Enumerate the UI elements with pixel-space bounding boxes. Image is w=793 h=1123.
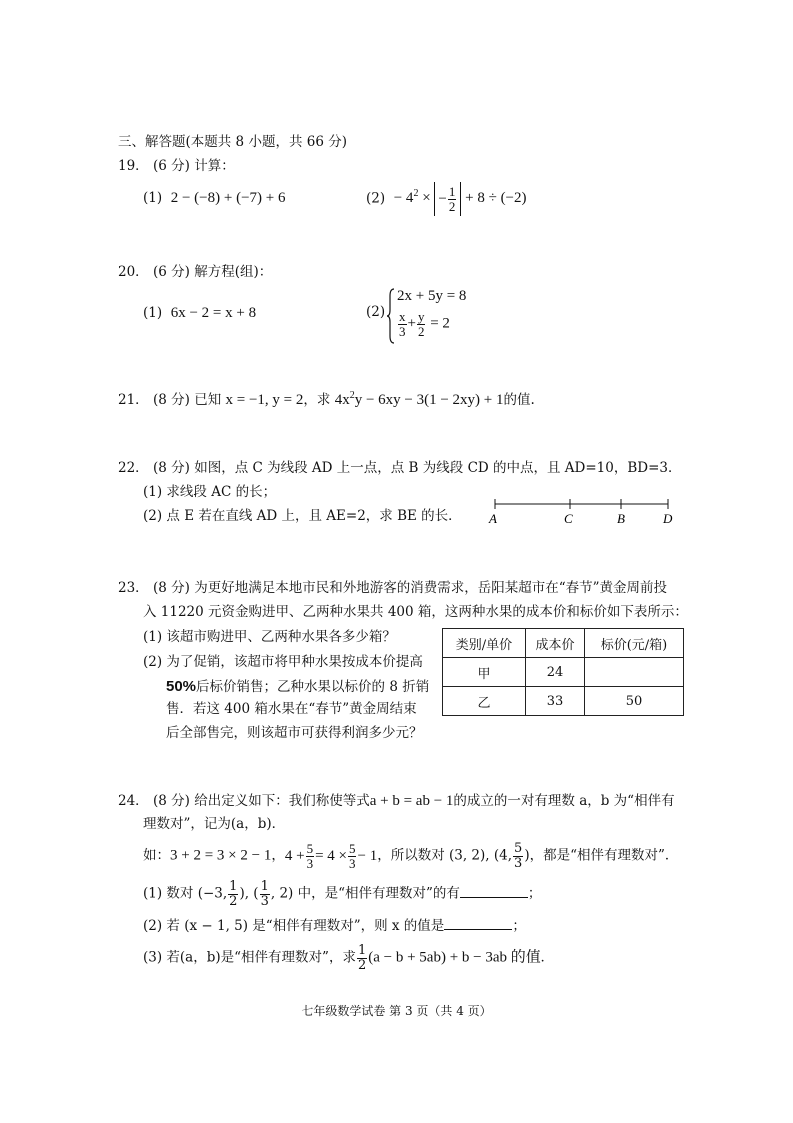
question-text: 后标价销售；乙种水果以标价的 8 折销 <box>196 679 430 695</box>
denominator: 3 <box>514 855 523 871</box>
question-text: , 2) 中，是“相伴有理数对”的有 <box>270 885 460 902</box>
answer-blank[interactable] <box>444 917 512 930</box>
numerator: x <box>399 309 406 324</box>
numerator: 1 <box>357 943 367 958</box>
question-number: 22． <box>118 460 149 476</box>
denominator: 2 <box>417 323 425 339</box>
math-expression <box>335 392 504 408</box>
question-number: 23． <box>118 580 149 596</box>
fraction <box>228 880 238 908</box>
absolute-value <box>434 182 461 216</box>
question-score: (8 分) <box>152 460 190 476</box>
question-text: 如： <box>143 847 170 864</box>
q22-part1: (1) 求线段 AC 的长； <box>143 484 277 500</box>
fraction <box>513 842 523 870</box>
operator: × <box>418 190 435 207</box>
table-row <box>443 658 684 687</box>
point-label-b: B <box>617 511 625 526</box>
question-24-line2: 理数对”，记为(a，b)． <box>143 816 286 832</box>
answer-blank[interactable] <box>460 885 528 898</box>
table-cell: 24 <box>526 658 585 687</box>
denominator: 3 <box>399 323 406 339</box>
question-19-header <box>118 159 235 175</box>
point-label-d: D <box>663 511 673 526</box>
question-text: ), ( <box>239 885 259 902</box>
question-text: 的成立的一对有理数 a，b 为“相伴有 <box>453 793 675 809</box>
question-24-line1 <box>118 793 675 810</box>
question-number: 19． <box>118 158 149 174</box>
question-score: (6 分) <box>152 264 190 280</box>
math-expression <box>393 184 527 215</box>
q20-part2-label: (2) <box>366 304 386 320</box>
math-expression: 3 + 2 = 3 × 2 − 1 <box>170 847 272 864</box>
numerator: y <box>417 309 425 324</box>
q22-part2: (2) 点 E 若在直线 AD 上，且 AE=2，求 BE 的长． <box>143 508 462 524</box>
numerator: 1 <box>448 184 456 200</box>
fraction <box>260 880 270 908</box>
question-text: (2) 若 (x − 1, 5) 是“相伴有理数对”，则 x 的值是 <box>143 918 445 934</box>
question-score: (8 分) <box>152 793 190 809</box>
condition: x = −1, y = 2 <box>225 392 304 408</box>
question-text: 给出定义如下：我们称使等式 <box>194 793 370 809</box>
question-text: ，所以数对 (3, 2), (4, <box>377 847 513 864</box>
percentage: 50% <box>166 678 197 695</box>
q24-example: 如：3 + 2 = 3 × 2 − 1，4 + $\frac{5}{3}$ = 4 × $\frac{5}{3}$ − 1，所以数对 (3, 2), (4, $\frac{5}{3}$ )，都是“相伴有理数对”． <box>143 841 679 871</box>
line-segment-diagram <box>485 493 685 529</box>
table-cell: 33 <box>526 687 585 716</box>
q19-part1 <box>143 190 286 207</box>
sign: − <box>438 191 447 207</box>
numerator: 1 <box>229 879 238 894</box>
question-score: (6 分) <box>152 158 190 174</box>
math-expression <box>284 841 378 871</box>
question-text: ； <box>527 885 542 902</box>
question-21 <box>118 390 535 409</box>
part-label: (1) <box>143 190 163 206</box>
question-23-line1 <box>118 581 667 597</box>
denominator: 2 <box>357 957 367 973</box>
fraction <box>448 185 457 213</box>
question-number: 21． <box>118 392 149 408</box>
table-cell <box>585 658 684 687</box>
table-cell: 甲 <box>443 658 526 687</box>
question-22-header <box>118 461 682 477</box>
numerator: 5 <box>306 841 314 857</box>
definition-equation: a + b = ab − 1 <box>369 793 454 809</box>
q23-part2-line3: 售．若这 400 箱水果在“春节”黄金周结束 <box>166 701 417 717</box>
point-label-a: A <box>489 511 497 526</box>
numerator: 5 <box>514 841 523 856</box>
question-prompt: 计算： <box>194 158 235 174</box>
question-prompt: 解方程(组)： <box>194 264 273 280</box>
fraction <box>357 944 367 972</box>
term: y − 6xy − 3(1 − 2xy) + 1 <box>354 392 504 408</box>
q23-part1: (1) 该超市购进甲、乙两种水果各多少箱？ <box>143 629 396 645</box>
math-expression: 2 − (−8) + (−7) + 6 <box>170 190 286 206</box>
q23-part2-line1: (2) 为了促销，该超市将甲种水果按成本价提高 <box>143 654 423 670</box>
term: 4 + <box>284 847 305 864</box>
page-footer: 七年级数学试卷 第 3 页（共 4 页） <box>301 1004 492 1018</box>
question-text: 为更好地满足本地市民和外地游客的消费需求，岳阳某超市在“春节”黄金周前投 <box>194 580 668 596</box>
term: = 4 × <box>315 847 347 864</box>
part-label: (1) <box>143 305 163 321</box>
question-text: ，求 <box>303 392 335 408</box>
numerator: 5 <box>348 841 356 857</box>
fraction <box>417 310 426 338</box>
term: + 8 ÷ (−2) <box>465 190 527 207</box>
section-title: 三、解答题(本题共 8 小题，共 66 分) <box>118 134 347 150</box>
question-number: 24． <box>118 793 149 809</box>
table-header-row <box>443 629 684 658</box>
table-row <box>443 687 684 716</box>
question-score: (8 分) <box>152 580 190 596</box>
q24-part2 <box>143 917 526 935</box>
q24-part3 <box>143 944 545 972</box>
numerator: 1 <box>260 879 269 894</box>
question-text: 已知 <box>194 392 226 408</box>
question-score: (8 分) <box>152 392 190 408</box>
question-text: 的值. <box>503 392 535 408</box>
question-text: 如图，点 C 为线段 AD 上一点，点 B 为线段 CD 的中点，且 AD=10，BD=3． <box>194 460 682 476</box>
denominator: 3 <box>348 855 356 871</box>
system-equation-1: 2x + 5y = 8 <box>397 288 467 304</box>
question-text: )，都是“相伴有理数对”． <box>524 847 679 864</box>
math-expression: (a − b + 5ab) + b − 3ab 的值. <box>368 949 545 966</box>
question-text: ； <box>512 918 526 934</box>
math-expression: 6x − 2 = x + 8 <box>170 305 257 321</box>
term: − 1 <box>357 847 378 864</box>
denominator: 2 <box>448 199 456 215</box>
table-cell: 乙 <box>443 687 526 716</box>
operator: + <box>407 315 416 332</box>
q24-part1 <box>143 880 541 908</box>
term: 4x <box>334 392 350 408</box>
fraction <box>398 310 407 338</box>
term: − 4 <box>393 190 414 207</box>
table-header: 标价(元/箱) <box>585 629 684 658</box>
table-header: 类别/单价 <box>443 629 526 658</box>
question-text: (3) 若(a，b)是“相伴有理数对”，求 <box>143 949 356 966</box>
point-label-c: C <box>564 511 573 526</box>
question-23-line2: 入 11220 元资金购进甲、乙两种水果共 400 箱，这两种水果的成本价和标价如下表所示： <box>143 604 688 620</box>
exponent: 2 <box>349 390 355 401</box>
question-20-header <box>118 265 272 281</box>
denominator: 3 <box>260 893 269 909</box>
denominator: 2 <box>229 893 238 909</box>
system-brace <box>387 288 395 344</box>
system-equation-2 <box>397 310 450 338</box>
q19-part2 <box>366 182 527 216</box>
question-text: (1) 数对 (−3, <box>143 885 228 902</box>
table-cell: 50 <box>585 687 684 716</box>
q23-part2-line4: 后全部售完，则该超市可获得利润多少元？ <box>166 725 423 741</box>
price-table <box>442 628 684 716</box>
fraction <box>306 842 315 870</box>
part-label: (2) <box>366 190 386 207</box>
exponent: 2 <box>413 188 419 200</box>
question-number: 20． <box>118 264 149 280</box>
fraction <box>348 842 357 870</box>
table-header: 成本价 <box>526 629 585 658</box>
q20-part1 <box>143 305 256 322</box>
rhs: = 2 <box>430 315 450 332</box>
denominator: 3 <box>306 855 314 871</box>
q23-part2-line2 <box>166 678 429 696</box>
